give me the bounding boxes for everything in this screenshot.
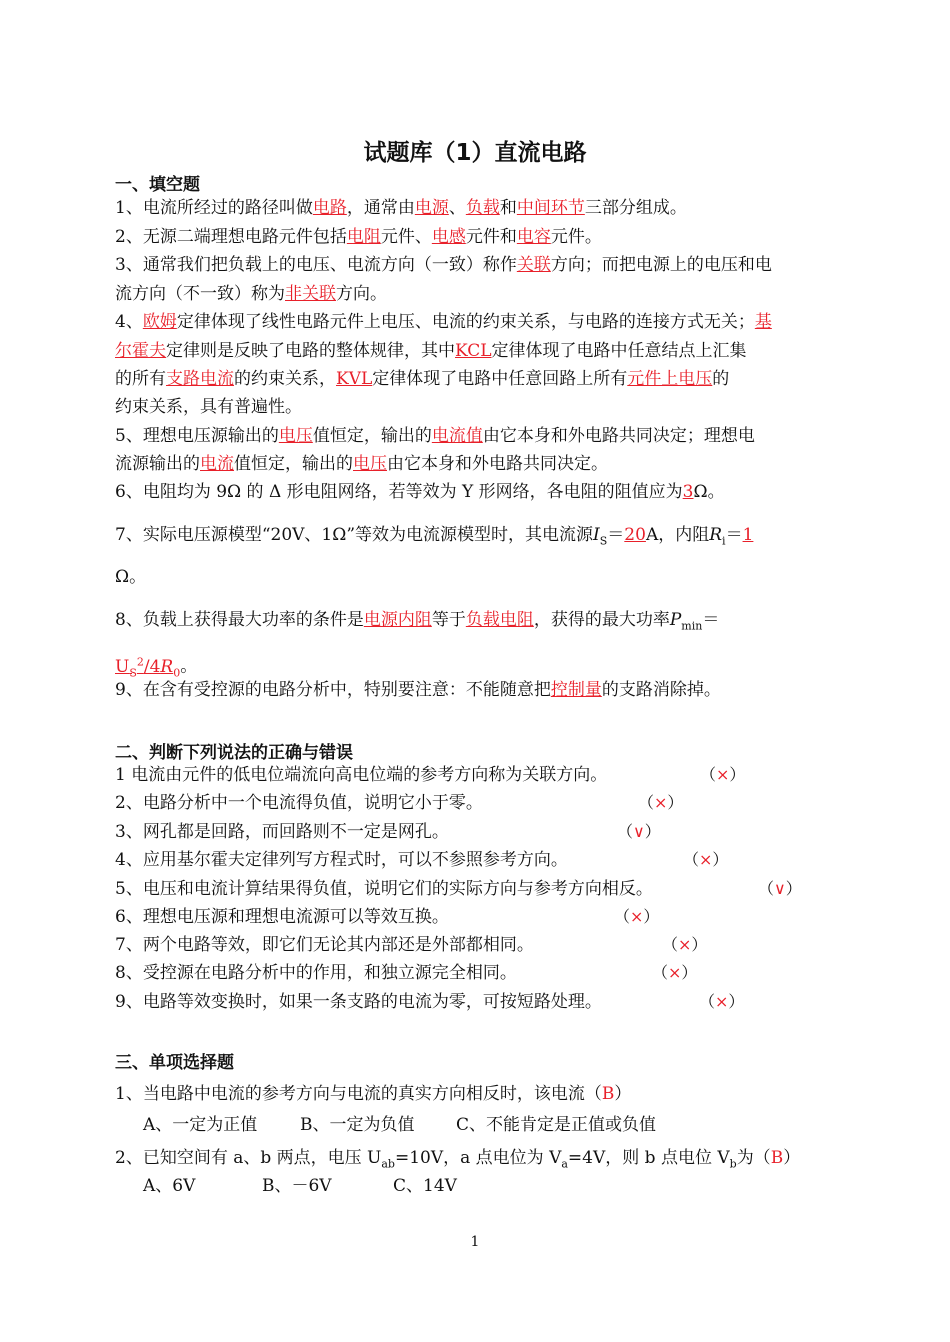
answer: 1 (742, 525, 754, 545)
fill-question-2: 2、无源二端理想电路元件包括电阻元件、电感元件和电容元件。 (115, 227, 602, 247)
judge-item-1: 1 电流由元件的低电位端流向高电位端的参考方向称为关联方向。 (115, 765, 608, 785)
answer: 电容 (516, 227, 551, 247)
fill-question-9: 9、在含有受控源的电路分析中，特别要注意：不能随意把控制量的支路消除掉。 (115, 680, 721, 700)
answer: $U_S^2/4R_0$ (115, 655, 181, 680)
choice-2-option-c: C、14V (393, 1176, 457, 1196)
judge-item-9: 9、电路等效变换时，如果一条支路的电流为零，可按短路处理。 (115, 992, 602, 1012)
fill-question-3-line-1: 3、通常我们把负载上的电压、电流方向（一致）称作关联方向；而把电源上的电压和电 (115, 255, 772, 275)
choice-1-option-c: C、不能肯定是正值或负值 (456, 1115, 657, 1135)
fill-question-3-line-2: 流方向（不一致）称为非关联方向。 (115, 284, 387, 304)
judge-mark-9: （×） (699, 992, 745, 1011)
choice-question-2: 2、已知空间有 a、b 两点，电压 $U_{ab}=10V$，a 点电位为 $V_a=4V$，则 b 点电位 $V_b$为（B） (115, 1148, 801, 1171)
answer: 电源内阻 (363, 610, 432, 630)
answer: KVL (336, 369, 373, 389)
judge-item-6: 6、理想电压源和理想电流源可以等效互换。 (115, 907, 449, 927)
choice-1-option-b: B、一定为负值 (300, 1115, 415, 1135)
choice-answer: B (770, 1148, 784, 1168)
fill-question-5-line-2: 流源输出的电流值恒定，输出的电压由它本身和外电路共同决定。 (115, 454, 608, 474)
judge-item-7: 7、两个电路等效，即它们无论其内部还是外部都相同。 (115, 935, 534, 955)
fill-question-5-line-1: 5、理想电压源输出的电压值恒定，输出的电流值由它本身和外电路共同决定；理想电 (115, 426, 755, 446)
fill-question-6: 6、电阻均为 9Ω 的 Δ 形电阻网络，若等效为 Y 形网络，各电阻的阻值应为3Ω。 (115, 482, 725, 502)
judge-mark-4: （×） (683, 850, 729, 869)
judge-mark-2: （×） (638, 793, 684, 812)
judge-mark-7: （×） (662, 935, 708, 954)
fill-question-4-line-3: 的所有支路电流的约束关系，KVL定律体现了电路中任意回路上所有元件上电压的 (115, 369, 730, 389)
answer: 电感 (431, 227, 466, 247)
answer: 欧姆 (142, 312, 177, 332)
answer: 电阻 (346, 227, 381, 247)
fill-question-7-line-1: 7、实际电压源模型“20V、1Ω”等效为电流源模型时，其电流源$I_S=20A$，内阻$R_i=1$ (115, 525, 754, 548)
answer: 电压 (278, 426, 313, 446)
answer: 关联 (516, 255, 551, 275)
answer: 非关联 (285, 284, 336, 304)
judge-item-3: 3、网孔都是回路，而回路则不一定是网孔。 (115, 822, 449, 842)
fill-question-7-line-2: Ω。 (115, 567, 147, 587)
answer: 负载 (465, 198, 500, 218)
answer: 电流 (200, 454, 234, 474)
judge-mark-6: （×） (614, 907, 660, 926)
choice-2-option-b: B、－6V (262, 1176, 332, 1196)
fill-question-8-line-2: $U_S^2/4R_0$。 (115, 655, 198, 680)
answer: 电源 (414, 198, 449, 218)
choice-2-option-a: A、6V (143, 1176, 196, 1196)
page-number: 1 (470, 1234, 480, 1250)
answer: 20 (624, 525, 646, 545)
judge-item-2: 2、电路分析中一个电流得负值，说明它小于零。 (115, 793, 483, 813)
judge-item-5: 5、电压和电流计算结果得负值，说明它们的实际方向与参考方向相反。 (115, 879, 653, 899)
choice-answer: B (601, 1084, 615, 1104)
answer: 元件上电压 (627, 369, 713, 389)
answer: 基 (754, 312, 772, 332)
choice-1-option-a: A、一定为正值 (143, 1115, 258, 1135)
judge-mark-8: （×） (652, 963, 698, 982)
answer: 电路 (312, 198, 347, 218)
judge-mark-1: （×） (700, 765, 746, 784)
fill-question-4-line-1: 4、欧姆定律体现了线性电路元件上电压、电流的约束关系，与电路的连接方式无关；基 (115, 312, 772, 332)
answer: 3 (682, 482, 694, 502)
judge-item-4: 4、应用基尔霍夫定律列写方程式时，可以不参照参考方向。 (115, 850, 568, 870)
choice-question-1: 1、当电路中电流的参考方向与电流的真实方向相反时，该电流（B） (115, 1084, 632, 1104)
fill-question-1: 1、电流所经过的路径叫做电路，通常由电源、负载和中间环节三部分组成。 (115, 198, 687, 218)
answer: 电压 (353, 454, 387, 474)
answer: 控制量 (550, 680, 602, 700)
answer: KCL (455, 341, 492, 361)
judge-item-8: 8、受控源在电路分析中的作用，和独立源完全相同。 (115, 963, 517, 983)
answer: 负载电阻 (465, 610, 534, 630)
section-choice-heading: 三、单项选择题 (115, 1053, 234, 1073)
fill-question-8-line-1: 8、负载上获得最大功率的条件是电源内阻等于负载电阻，获得的最大功率$P_{min}=$ (115, 610, 720, 633)
section-fill-heading: 一、填空题 (115, 175, 200, 195)
answer: 支路电流 (166, 369, 234, 389)
fill-question-4-line-4: 约束关系，具有普遍性。 (115, 397, 302, 417)
judge-mark-5: （∨） (758, 879, 802, 898)
answer: 尔霍夫 (115, 341, 166, 361)
answer: 电流值 (431, 426, 483, 446)
fill-question-4-line-2: 尔霍夫定律则是反映了电路的整体规律，其中KCL定律体现了电路中任意结点上汇集 (115, 341, 747, 361)
page-title: 试题库（1）直流电路 (363, 140, 587, 166)
judge-mark-3: （∨） (617, 822, 661, 841)
answer: 中间环节 (516, 198, 585, 218)
section-judge-heading: 二、判断下列说法的正确与错误 (115, 743, 353, 763)
